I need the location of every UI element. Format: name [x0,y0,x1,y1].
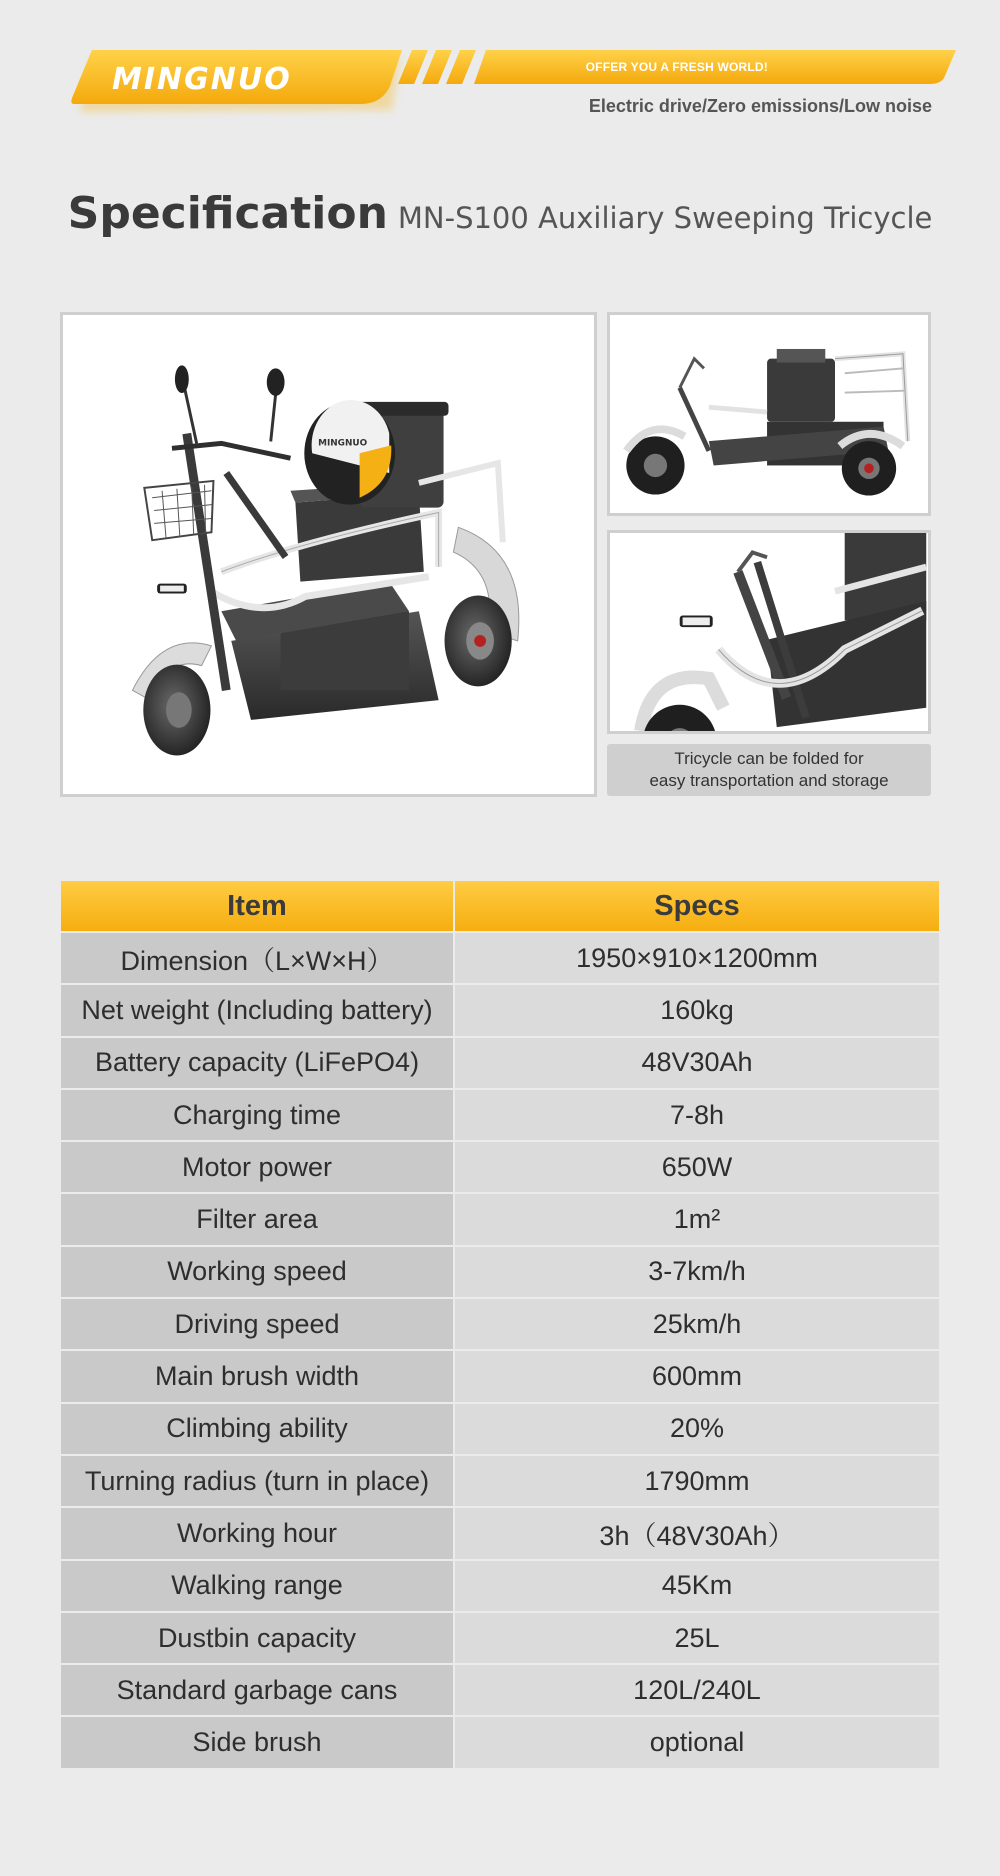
table-cell-item: Dustbin capacity [61,1613,453,1663]
table-row [61,1454,939,1506]
table-cell-spec: 600mm [455,1351,939,1401]
tricycle-side-photo [607,312,931,516]
table-row [61,1140,939,1192]
table-cell-item: Side brush [61,1717,453,1767]
table-row [61,1036,939,1088]
spec-table [61,881,939,1768]
table-cell-item: Battery capacity (LiFePO4) [61,1038,453,1088]
table-header [61,881,939,931]
slogan-text: OFFER YOU A FRESH WORLD! [585,60,768,74]
table-cell-spec: 25L [455,1613,939,1663]
table-cell-item: Working hour [61,1508,453,1558]
table-cell-item: Charging time [61,1090,453,1140]
table-cell-spec: 1950×910×1200mm [455,933,939,983]
table-cell-spec: 7-8h [455,1090,939,1140]
table-cell-item: Standard garbage cans [61,1665,453,1715]
table-row [61,1245,939,1297]
table-row [61,1297,939,1349]
header-specs: Specs [455,881,939,931]
table-cell-item: Motor power [61,1142,453,1192]
table-cell-spec: 160kg [455,985,939,1035]
table-cell-spec: 20% [455,1404,939,1454]
table-cell-item: Working speed [61,1247,453,1297]
table-cell-item: Net weight (Including battery) [61,985,453,1035]
table-cell-spec: 3h（48V30Ah） [455,1508,939,1558]
table-cell-item: Driving speed [61,1299,453,1349]
table-row [61,1611,939,1663]
table-row [61,1663,939,1715]
table-row [61,1506,939,1558]
tricycle-folded-closeup-photo [607,530,931,734]
table-cell-spec: optional [455,1717,939,1767]
seat-logo-text: MINGNUO [318,438,368,449]
tricycle-closeup-illustration [610,533,928,731]
table-row [61,1192,939,1244]
table-cell-item: Dimension（L×W×H） [61,933,453,983]
page-title [0,188,1000,239]
table-row [61,983,939,1035]
tricycle-side-illustration [610,315,928,513]
table-cell-item: Turning radius (turn in place) [61,1456,453,1506]
caption-line-2: easy transportation and storage [649,771,889,790]
table-cell-item: Climbing ability [61,1404,453,1454]
header-banner [0,0,1000,140]
table-row [61,1088,939,1140]
caption-line-1: Tricycle can be folded for [674,749,864,768]
tricycle-photo [60,312,597,797]
title-sub: MN-S100 Auxiliary Sweeping Tricycle [397,201,933,235]
table-row [61,931,939,983]
table-cell-spec: 650W [455,1142,939,1192]
table-cell-spec: 1790mm [455,1456,939,1506]
fold-caption [607,744,931,796]
table-cell-spec: 48V30Ah [455,1038,939,1088]
table-cell-spec: 1m² [455,1194,939,1244]
table-cell-spec: 120L/240L [455,1665,939,1715]
table-cell-spec: 25km/h [455,1299,939,1349]
table-row [61,1349,939,1401]
table-row [61,1715,939,1767]
table-cell-item: Main brush width [61,1351,453,1401]
title-main: Specification [67,188,388,239]
table-row [61,1402,939,1454]
table-cell-spec: 3-7km/h [455,1247,939,1297]
table-cell-spec: 45Km [455,1561,939,1611]
table-row [61,1559,939,1611]
tagline-text: Electric drive/Zero emissions/Low noise [588,96,932,116]
table-body [61,931,939,1768]
table-cell-item: Filter area [61,1194,453,1244]
tricycle-illustration [63,315,594,794]
table-cell-item: Walking range [61,1561,453,1611]
header-item: Item [61,881,453,931]
brand-logo: MINGNUO [112,62,292,97]
